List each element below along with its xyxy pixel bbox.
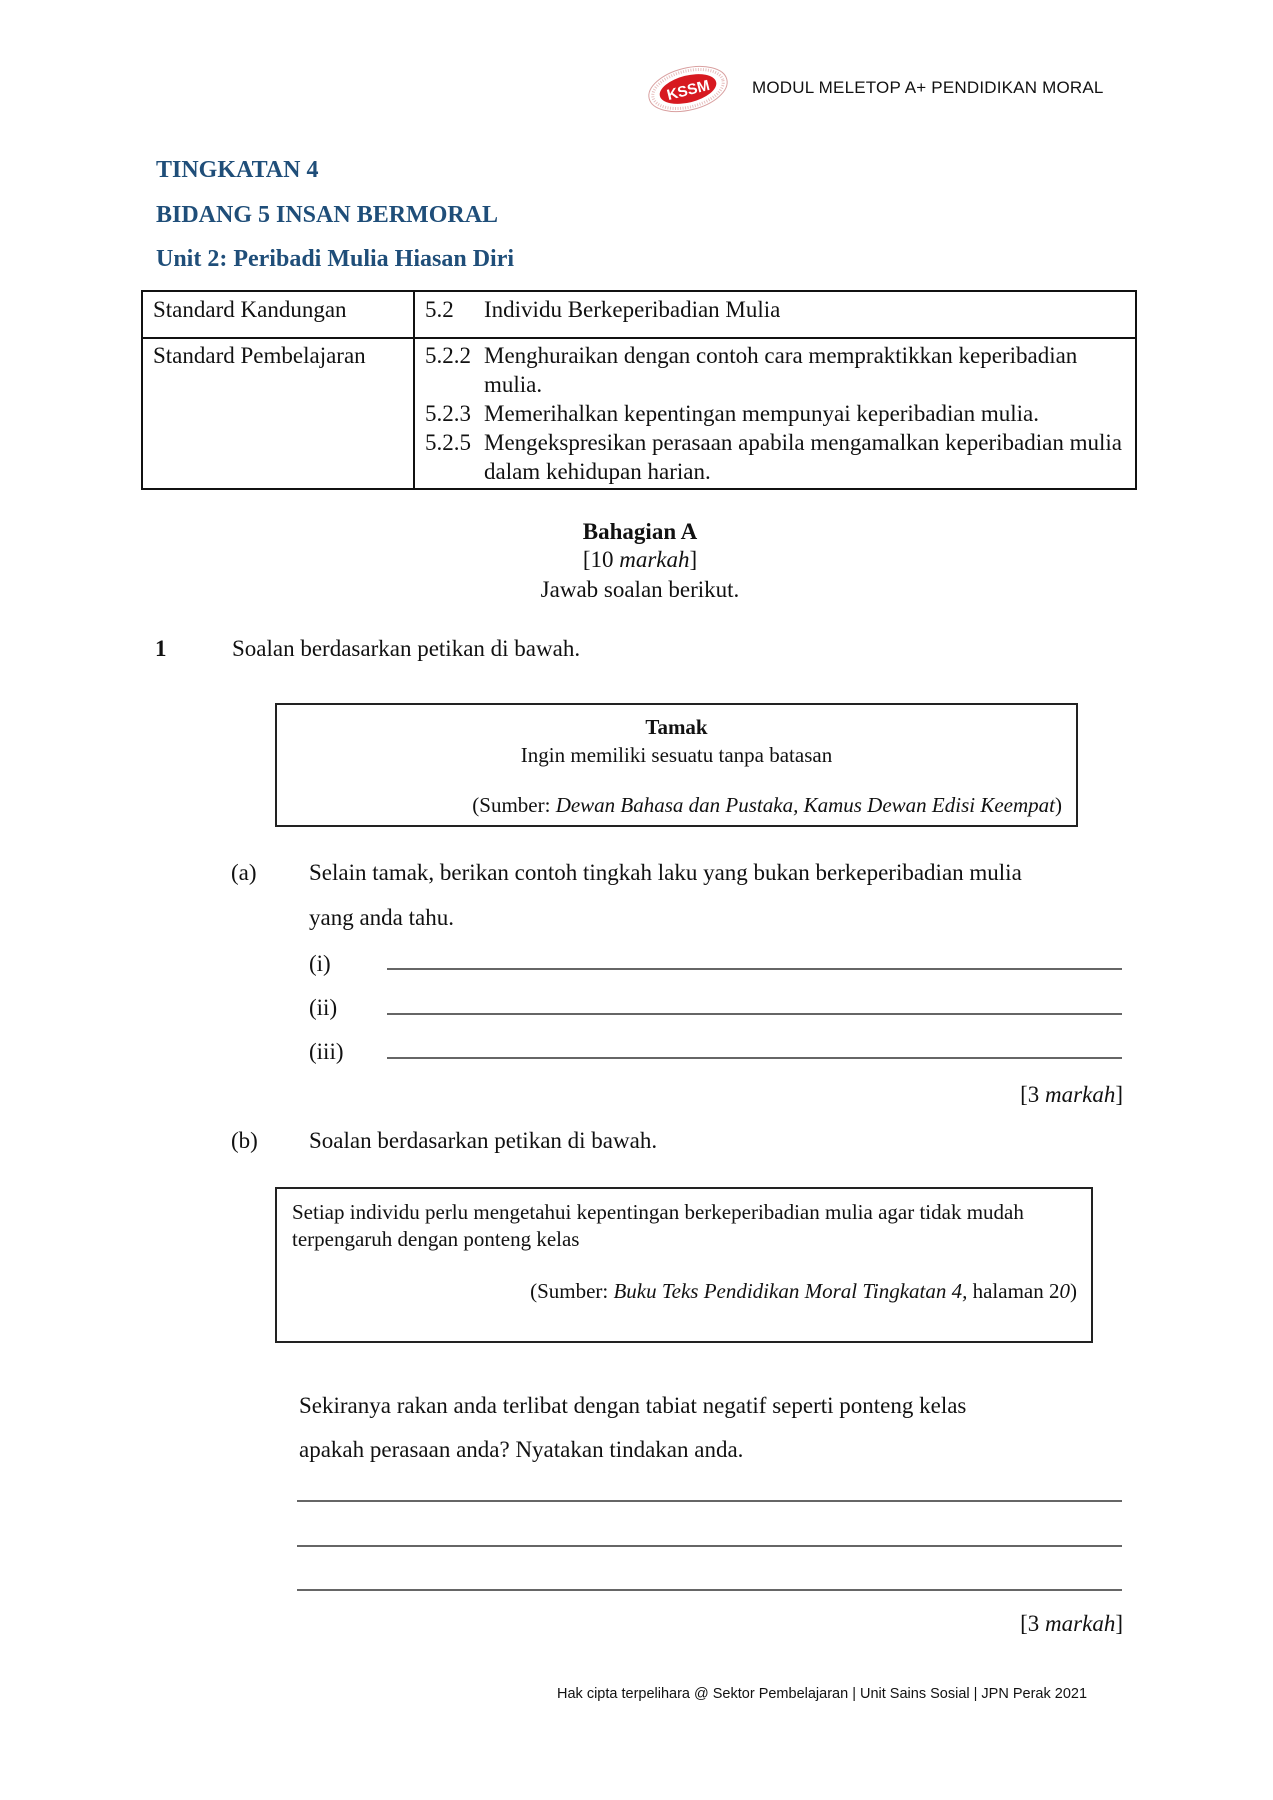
form-heading: TINGKATAN 4 (156, 157, 319, 183)
table-cell-content (414, 291, 1136, 338)
table-cell-label: Standard Pembelajaran (142, 338, 414, 489)
standard-text: Mengekspresikan perasaan apabila mengamalkan keperibadian mulia dalam kehidupan harian. (484, 430, 1122, 484)
marks-word: markah (619, 547, 690, 572)
standard-item (425, 341, 1125, 399)
table-row (142, 338, 1136, 489)
section-title: Bahagian A (582, 519, 698, 544)
answer-label-ii: (ii) (309, 995, 338, 1020)
field-heading: BIDANG 5 INSAN BERMORAL (156, 202, 499, 228)
source-title: Buku Teks Pendidikan Moral Tingkatan 4, (613, 1279, 968, 1303)
standard-code: 5.2.3 (425, 401, 471, 426)
marks-close: ] (1115, 1611, 1123, 1636)
marks-open: [3 (1020, 1082, 1046, 1107)
source-prefix: (Sumber: (530, 1279, 614, 1303)
source-suffix: ) (1055, 793, 1062, 817)
svg-text:KSSM: KSSM (665, 76, 712, 104)
answer-label-i: (i) (309, 951, 331, 976)
answer-label-iii: (iii) (309, 1039, 344, 1064)
answer-line-b-2[interactable] (297, 1545, 1122, 1547)
excerpt-box-textbook (275, 1187, 1093, 1343)
source-prefix: (Sumber: (472, 793, 556, 817)
kssm-logo (645, 64, 731, 114)
marks-close: ] (689, 547, 698, 572)
source-page-digit: 0 (1059, 1279, 1070, 1303)
standards-table (141, 290, 1137, 490)
table-cell-content (414, 338, 1136, 489)
question-number: 1 (155, 636, 167, 661)
table-row (142, 291, 1136, 338)
standard-text: Menghuraikan dengan contoh cara mempraktikkan keperibadian mulia. (484, 343, 1078, 397)
answer-line-ii[interactable] (387, 1013, 1122, 1015)
part-a-text-line1: Selain tamak, berikan contoh tingkah laku yang bukan berkeperibadian mulia (309, 860, 1022, 885)
excerpt-body: Setiap individu perlu mengetahui kepentingan berkeperibadian mulia agar tidak mudah terpengaruh dengan ponteng kelas (292, 1200, 1024, 1251)
standard-text: Memerihalkan kepentingan mempunyai keperibadian mulia. (484, 401, 1040, 426)
answer-line-i[interactable] (387, 968, 1122, 970)
copyright-footer: Hak cipta terpelihara @ Sektor Pembelajaran | Unit Sains Sosial | JPN Perak 2021 (557, 1686, 1088, 1702)
part-b-text: Soalan berdasarkan petikan di bawah. (309, 1128, 658, 1153)
standard-text: Individu Berkeperibadian Mulia (484, 297, 781, 322)
source-title: Dewan Bahasa dan Pustaka, Kamus Dewan Edisi Keempat (555, 793, 1055, 817)
answer-line-iii[interactable] (387, 1057, 1122, 1059)
standard-code: 5.2.5 (425, 430, 471, 455)
part-a-label: (a) (231, 860, 257, 885)
part-b-prompt-line2: apakah perasaan anda? Nyatakan tindakan anda. (299, 1437, 744, 1462)
marks-open: [3 (1020, 1611, 1046, 1636)
standard-item (425, 295, 1125, 324)
module-title: MODUL MELETOP A+ PENDIDIKAN MORAL (752, 78, 1104, 97)
source-page: halaman 2 (967, 1279, 1060, 1303)
table-cell-label: Standard Kandungan (142, 291, 414, 338)
kssm-logo-icon (645, 64, 731, 114)
source-suffix: ) (1070, 1279, 1077, 1303)
marks-word: markah (1045, 1611, 1116, 1636)
unit-heading: Unit 2: Peribadi Mulia Hiasan Diri (156, 246, 515, 272)
part-a-text-line2: yang anda tahu. (309, 905, 454, 930)
part-a-marks (1020, 1082, 1123, 1108)
excerpt-definition: Ingin memiliki sesuatu tanpa batasan (520, 743, 833, 767)
excerpt-term: Tamak (645, 715, 708, 739)
part-b-prompt-line1: Sekiranya rakan anda terlibat dengan tabiat negatif seperti ponteng kelas (299, 1393, 967, 1418)
answer-line-b-1[interactable] (297, 1500, 1122, 1502)
excerpt-box-definition (275, 703, 1078, 827)
question-text: Soalan berdasarkan petikan di bawah. (232, 636, 581, 661)
part-b-marks (1020, 1611, 1123, 1637)
standard-item (425, 428, 1125, 486)
standard-code: 5.2.2 (425, 343, 471, 368)
marks-close: ] (1115, 1082, 1123, 1107)
part-b-label: (b) (231, 1128, 258, 1153)
standard-item (425, 399, 1125, 428)
answer-line-b-3[interactable] (297, 1589, 1122, 1591)
section-marks (0, 547, 1273, 573)
standard-code: 5.2 (425, 297, 454, 322)
excerpt-source (530, 1279, 1077, 1304)
marks-word: markah (1045, 1082, 1116, 1107)
excerpt-source (472, 793, 1062, 818)
section-instruction: Jawab soalan berikut. (540, 577, 740, 602)
marks-open: [10 (582, 547, 620, 572)
